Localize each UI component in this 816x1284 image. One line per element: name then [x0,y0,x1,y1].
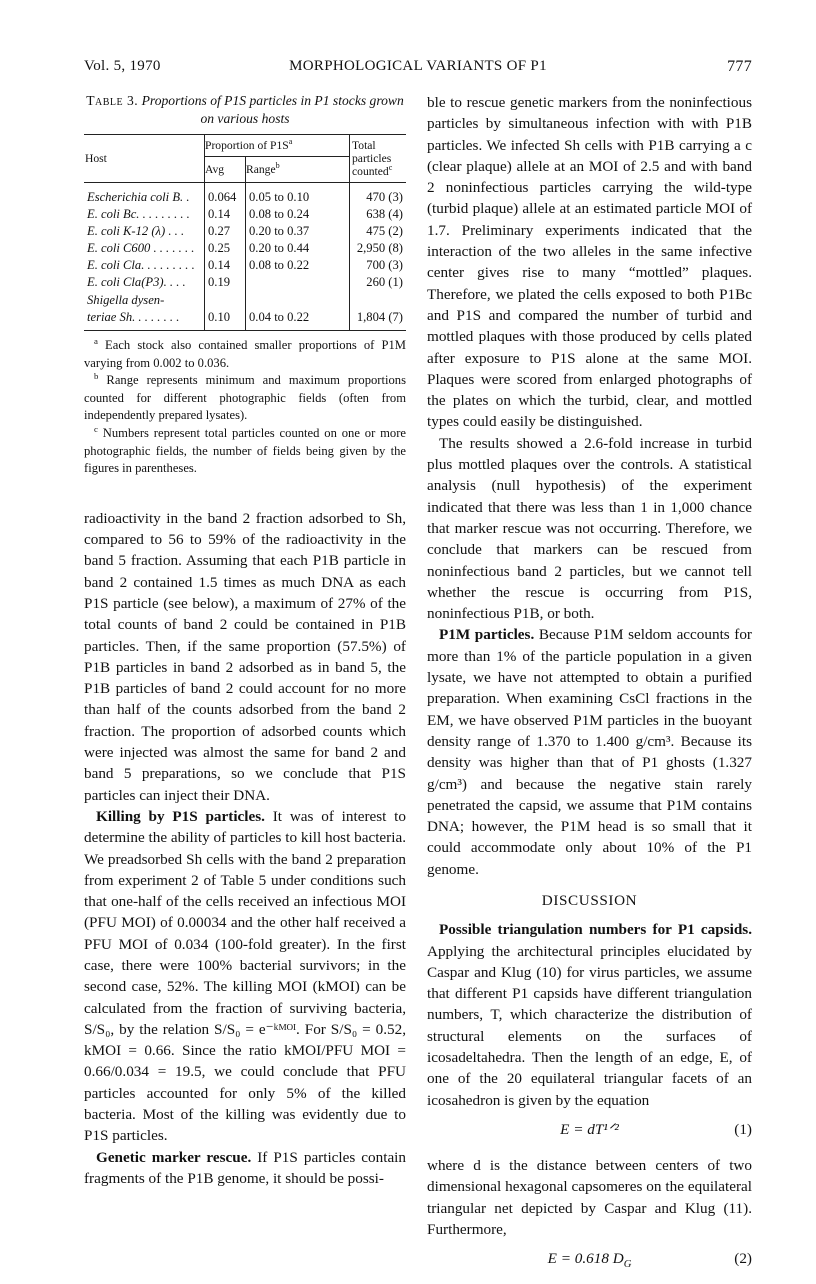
table-row [84,240,406,257]
footnote-a: $^a$ Each stock also contained smaller proportions of P1M varying from 0.002 to 0.036. [84,335,406,370]
table-row [84,274,406,291]
right-column [427,92,752,1284]
heading-killing: Killing by P1S particles. [96,807,265,825]
range-cell: 0.20 to 0.37 [246,223,350,240]
table-row [84,183,406,207]
range-cell: 0.05 to 0.10 [246,183,350,207]
running-head [84,58,752,80]
range-cell [246,274,350,291]
paragraph-p1m: P1M particles. Because P1M seldom accounts for more than 1% of the particle population in a given lysate, we have not attempted to obtain a purified preparation. When examining CsCl fractions in the EM, we have observed P1M particles in the buoyant density range of 1.370 to 1.400 g/cm³. Because its density was higher than that of P1 ghosts (1.327 g/cm³) and because the negative stain rarely penetrated the capsid, we assume that P1M contains DNA; however, the P1M head is so small that it could accommodate only about 10% of the P1 genome. [427,626,752,878]
table-row [84,223,406,240]
running-title: MORPHOLOGICAL VARIANTS OF P1 [289,58,547,74]
host-cell: E. coli C600 . . . . . . . [87,241,195,255]
volume-label: Vol. 5, 1970 [84,58,161,74]
col-total-header: Total particles counted$^c$ [350,135,407,183]
total-cell: 638 (4) [350,206,407,223]
host-cell: E. coli Cla. . . . . . . . . [87,258,195,272]
paragraph-triangulation: Possible triangulation numbers for P1 capsids. Applying the architectural principles elucidated by Caspar and Klug (10) for virus particles, we assume that different P1 capsids have different triangulation numbers, T, which characterize the distribution of structural elements on the surfaces of icosadeltahedra. Then the length of an edge, E, of one of the 20 equilateral triangular facets of an icosahedron is given by the equation [427,921,752,1109]
table-row: Shigella dysen- teriae Sh. . . . . . . . 0.10 0.04 to 0.22 1,804 (7) [84,291,406,331]
avg-cell: 0.14 [205,257,246,274]
col-range-header: Range$^b$ [246,157,350,183]
paragraph-marker-rescue: ble to rescue genetic markers from the noninfectious particles by simultaneous infection with with P1B particles. We infected Sh cells with P1B carrying a c (clear plaque) allele at an MOI of 2.5 and with band 2 noninfectious particles carrying the wild-type (turbid plaque) allele at an estimated particle MOI of 1.7. Preliminary experiments indicated that the interaction of the two alleles in the same infective center gives rise to many “mottled” plaques. Therefore, we plated the cells exposed to both P1Bc and P1S and compared the number of turbid and mottled plaques with those produced by cells plated after exposure to P1S alone at the same MOI. Plaques were scored from enlarged photographs of the plates on which the turbid, clear, and mottled types could easily be distinguished. [427,94,752,431]
paragraph-radioactivity: radioactivity in the band 2 fraction adsorbed to Sh, compared to 56 to 59% of the radioactivity in the band 5 fraction. Assuming that each P1B particle in band 2 contained 1.5 times as much DNA as each P1S particle (see below), a maximum of 27% of the total counts of band 2 could be contained in P1B particles. Then, if the same proportion (57.5%) of P1B particles in band 2 adsorbed as in band 5, the P1B particles of band 2 could account for no more than half of the counts adsorbed from the band 2 fraction. The proportion of adsorbed counts which were injected was almost the same for band 2 and band 5 preparations, so we conclude that P1S particles can inject their DNA. [84,509,406,804]
avg-cell: 0.19 [205,274,246,291]
table-footnotes [84,337,406,478]
paragraph-genetic-rescue: Genetic marker rescue. If P1S particles contain fragments of the P1B genome, it should be possi- [84,1148,406,1187]
table-caption-text: Proportions of P1S particles in P1 stocks grown on various hosts [141,93,404,126]
heading-triangulation: Possible triangulation numbers for P1 capsids. [439,921,752,939]
range-cell: 0.08 to 0.22 [246,257,350,274]
paragraph-results: The results showed a 2.6-fold increase in turbid plus mottled plaques over the controls. A statistical analysis (null hypothesis) of the experiment indicated that there was less than 1 in 1,000 chance that marker rescue was not occurring. Therefore, we conclude that markers can be rescued from noninfectious band 2 particles, but we cannot tell whether the rescue is occurring from P1S, noninfectious P1B, or both. [427,434,752,623]
table-row [84,257,406,274]
table-3-caption [84,92,406,128]
total-cell: 700 (3) [350,257,407,274]
avg-cell: 0.14 [205,206,246,223]
page-number: 777 [727,58,752,75]
host-cell: E. coli Bc. . . . . . . . . [87,207,190,221]
footnote-b: $^b$ Range represents minimum and maximum proportions counted for different photographic fields (often from independently prepared lysates). [84,371,406,423]
col-avg-header: Avg [205,157,246,183]
host-cell: E. coli K-12 (λ) . . . [87,224,185,238]
footnote-c: $^c$ Numbers represent total particles counted on one or more photographic fields, the number of fields being given by the figures in parentheses. [84,423,406,476]
equation-1: E = dT¹ᐟ² (1) [560,1120,752,1138]
left-column [84,92,406,1189]
table-3 [84,134,406,331]
table-label: Table 3. [86,93,139,108]
host-cell: E. coli Cla(P3). . . . [87,275,186,289]
host-cell: Escherichia coli B. . [87,190,190,204]
col-proportion-header: Proportion of $P1S^a$ [205,135,350,157]
heading-genetic-rescue: Genetic marker rescue. [96,1148,252,1166]
total-cell: 260 (1) [350,274,407,291]
col-host-header: Host [84,135,205,183]
range-cell: 0.08 to 0.24 [246,206,350,223]
total-cell: 470 (3) [350,183,407,207]
avg-cell: 0.064 [205,183,246,207]
paragraph-after-eq1: where d is the distance between centers of two dimensional hexagonal capsomeres on the equilateral triangular net depicted by Caspar and Klug (11). Furthermore, [427,1156,752,1238]
paragraph-killing: Killing by P1S particles. It was of interest to determine the ability of particles to kill host bacteria. We preadsorbed Sh cells with the band 2 preparation from experiment 2 of Table 5 under conditions such that one-half of the cells received an infectious MOI (PFU MOI) of 0.00034 and the other half received a PFU MOI of 0.034 (100-fold greater). In the first case, there were 100% bacterial survivors; in the second case, 52%. The killing MOI (kMOI) can be calculated from the fraction of surviving bacteria, S/S₀, by the relation S/S₀ = e⁻ᵏᴹᴼᴵ. For S/S₀ = 0.52, kMOI = 0.66. Since the ratio kMOI/PFU MOI = 0.66/0.034 = 19.5, we could conclude that PFU particles accounted for only 5% of the killed bacteria. Most of the killing was evidently due to P1S particles. [84,807,406,1145]
table-row [84,206,406,223]
equation-2: E = 0.618 $D_G$ (2) [547,1250,752,1271]
total-cell: 2,950 (8) [350,240,407,257]
avg-cell: 0.25 [205,240,246,257]
heading-p1m: P1M particles. [439,626,535,644]
section-title-discussion: DISCUSSION [541,891,638,909]
total-cell: 475 (2) [350,223,407,240]
avg-cell: 0.27 [205,223,246,240]
range-cell: 0.20 to 0.44 [246,240,350,257]
